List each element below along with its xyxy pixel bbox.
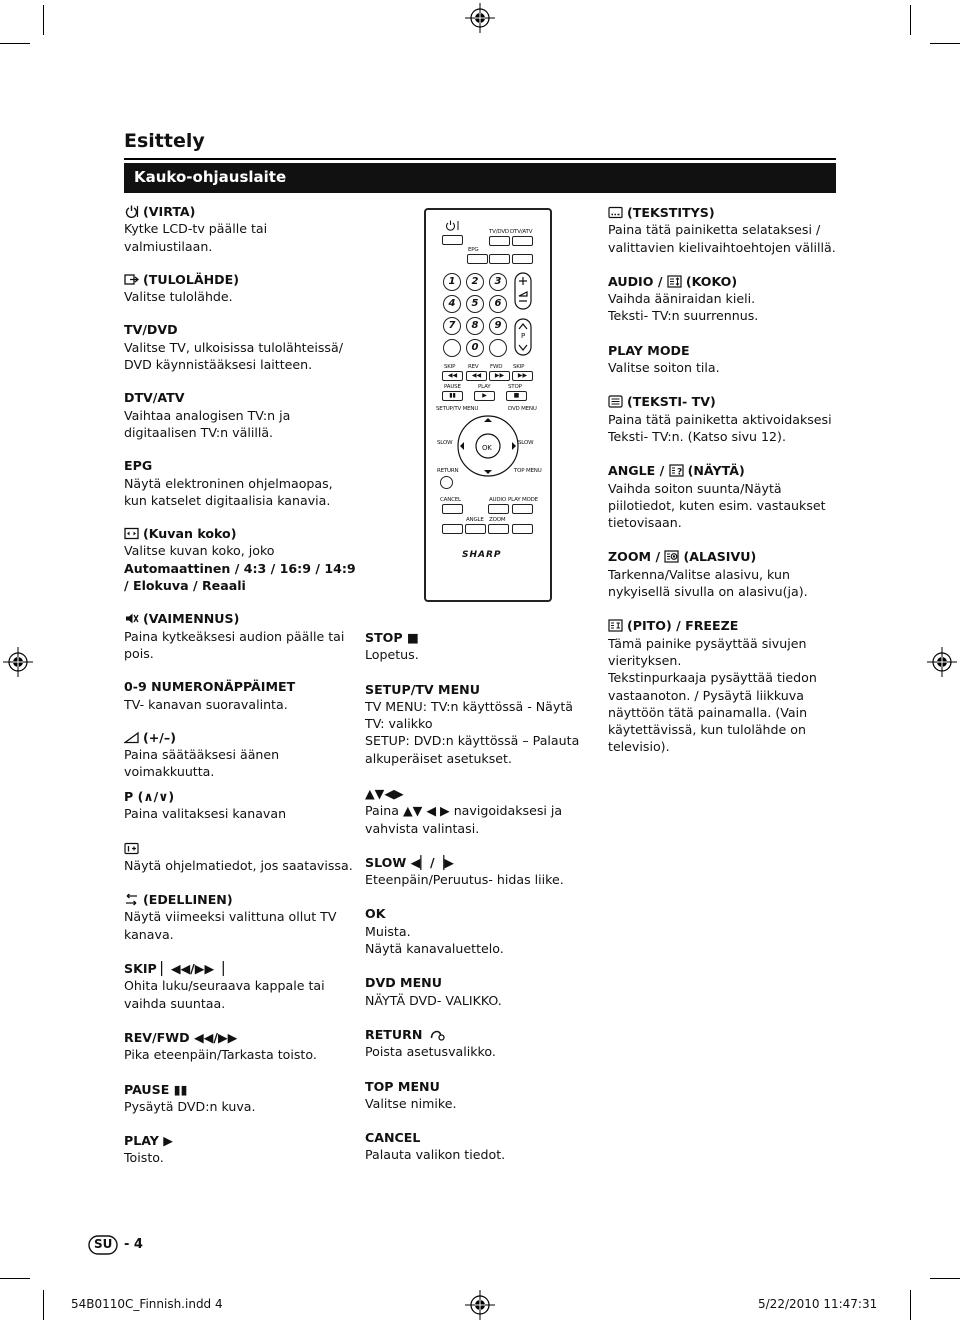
remote-label: SLOW bbox=[518, 440, 534, 446]
remote-label: REV bbox=[468, 364, 479, 370]
mute-icon bbox=[124, 612, 139, 625]
remote-label: RETURN bbox=[437, 468, 459, 474]
remote-label: PAUSE bbox=[444, 384, 461, 390]
registration-mark-icon bbox=[927, 647, 957, 677]
left-column-lower bbox=[124, 788, 359, 1167]
list-item: (TEKSTI- TV) Paina tätä painiketta aktivoidaksesi Teksti- TV:n. (Katso sivu 12). bbox=[608, 394, 832, 444]
list-item: P (∧/∨) Paina valitaksesi kanavan bbox=[124, 789, 287, 822]
crop-mark bbox=[930, 43, 960, 44]
remote-label: DVD MENU bbox=[508, 406, 537, 412]
info-icon bbox=[124, 842, 139, 855]
subtitle-icon bbox=[608, 206, 623, 219]
crop-mark bbox=[910, 5, 911, 35]
size-button bbox=[489, 254, 510, 264]
digit-button: 3 bbox=[489, 273, 507, 291]
teletext-button bbox=[442, 524, 463, 534]
list-item: RETURN Poista asetusvalikko. bbox=[365, 1026, 496, 1060]
registration-mark-icon bbox=[465, 1290, 495, 1320]
subpage-icon bbox=[664, 550, 679, 563]
language-badge: SU bbox=[94, 1237, 113, 1251]
list-item: OK Muista. Näytä kanavaluettelo. bbox=[365, 906, 504, 957]
list-item: 0-9 NUMERONÄPPÄIMET TV- kanavan suoravalinta. bbox=[124, 679, 296, 712]
mute-button bbox=[512, 254, 533, 264]
remote-label: SETUP/TV MENU bbox=[436, 406, 479, 412]
cancel-button bbox=[442, 504, 463, 514]
crop-mark bbox=[43, 1290, 44, 1320]
skip-back-button: ◀◀ bbox=[442, 371, 463, 381]
digit-button: 9 bbox=[489, 317, 507, 335]
list-item: SETUP/TV MENU TV MENU: TV:n käyttössä - Näytä TV: valikko SETUP: DVD:n käyttössä – Palauta alkuperäiset asetukset. bbox=[365, 681, 580, 766]
list-item: (EDELLINEN) Näytä viimeeksi valittuna ollut TV kanava. bbox=[124, 892, 337, 942]
remote-label: STOP bbox=[508, 384, 522, 390]
remote-label: FWD bbox=[490, 364, 503, 370]
remote-label: DTV/ATV bbox=[510, 229, 533, 235]
registration-mark-icon bbox=[3, 647, 33, 677]
digit-button: 0 bbox=[466, 339, 484, 357]
digit-button: 1 bbox=[443, 273, 461, 291]
list-item: (Kuvan koko) Valitse kuvan koko, joko Automaattinen / 4:3 / 16:9 / 14:9 / Elokuva / Reaali bbox=[124, 526, 356, 594]
digit-button: 6 bbox=[489, 295, 507, 313]
footer-timestamp: 5/22/2010 11:47:31 bbox=[758, 1297, 878, 1311]
epg-button bbox=[467, 254, 488, 264]
fwd-button: ▶▶ bbox=[489, 371, 510, 381]
return-button bbox=[440, 476, 453, 489]
list-item: AUDIO / (KOKO) Vaihda ääniraidan kieli. Teksti- TV:n suurrennus. bbox=[608, 273, 759, 324]
remote-label: OK bbox=[482, 444, 492, 452]
crop-mark bbox=[43, 5, 44, 35]
size-icon bbox=[667, 275, 682, 288]
rev-button: ◀◀ bbox=[466, 371, 487, 381]
middle-column-lower bbox=[365, 785, 595, 1164]
page-number: - 4 bbox=[124, 1237, 143, 1252]
pause-button: ▮▮ bbox=[442, 391, 463, 401]
list-item: Näytä ohjelmatiedot, jos saatavissa. bbox=[124, 840, 359, 875]
zoom-button bbox=[488, 524, 509, 534]
digit-button: 5 bbox=[466, 295, 484, 313]
remote-label: TV/DVD bbox=[489, 229, 509, 235]
list-item: DVD MENU NÄYTÄ DVD- VALIKKO. bbox=[365, 975, 502, 1008]
remote-label: AUDIO bbox=[489, 497, 506, 503]
reveal-icon bbox=[669, 464, 684, 477]
list-item: ZOOM / (ALASIVU) Tarkenna/Valitse alasivu, kun nykyisellä sivulla on alasivu(ja). bbox=[608, 549, 808, 600]
remote-label: P bbox=[521, 332, 526, 340]
crop-mark bbox=[0, 43, 30, 44]
remote-label: TOP MENU bbox=[514, 468, 542, 474]
brand-logo: SHARP bbox=[462, 550, 502, 560]
list-item: SLOW ◀▏/▕▶ Eteenpäin/Peruutus- hidas liike. bbox=[365, 854, 564, 888]
list-item: SKIP ▏◀◀/▶▶▕ Ohita luku/seuraava kappale tai vaihda suuntaa. bbox=[124, 961, 325, 1011]
picture-size-icon bbox=[124, 527, 139, 540]
remote-label: PLAY MODE bbox=[508, 497, 538, 503]
power-button bbox=[442, 235, 463, 245]
section-bar-title: Kauko-ohjauslaite bbox=[134, 168, 287, 186]
angle-button bbox=[465, 524, 486, 534]
registration-mark-icon bbox=[465, 3, 495, 33]
left-column bbox=[124, 203, 359, 781]
hold-icon bbox=[608, 619, 623, 632]
remote-control-illustration bbox=[424, 208, 552, 602]
list-item: STOP ■ Lopetus. bbox=[365, 630, 419, 663]
page-title: Esittely bbox=[124, 130, 205, 152]
digit-button: 4 bbox=[443, 295, 461, 313]
digit-button: 8 bbox=[466, 317, 484, 335]
stop-button: ■ bbox=[506, 391, 527, 401]
return-icon bbox=[427, 1028, 447, 1041]
list-item: PLAY MODE Valitse soiton tila. bbox=[608, 342, 720, 376]
list-item: (TEKSTITYS) Paina tätä painiketta selataksesi / valittavien kielivaihtoehtojen välillä. bbox=[608, 205, 836, 255]
middle-column bbox=[365, 629, 595, 767]
play-button: ▶ bbox=[474, 391, 495, 401]
crop-mark bbox=[910, 1290, 911, 1320]
crop-mark bbox=[930, 1278, 960, 1279]
title-rule bbox=[124, 158, 836, 160]
volume-rocker-icon bbox=[514, 272, 532, 310]
list-item: ▲▼◀▶ Paina ▲▼ ◀ ▶ navigoidaksesi ja vahvista valintasi. bbox=[365, 786, 563, 836]
list-item: (PITO) / FREEZE Tämä painike pysäyttää sivujen vierityksen. Tekstinpurkaaja pysäyttää tiedon vastaanoton. / Pysäytä liikkuva näyttöön tätä painamalla. (Vain käytettävissä, kun tulolähde on televisio). bbox=[608, 618, 817, 755]
digit-button: 7 bbox=[443, 317, 461, 335]
list-item: (+/–) Paina säätääksesi äänen voimakkuutta. bbox=[124, 729, 280, 780]
previous-button bbox=[489, 339, 507, 357]
list-item: CANCEL Palauta valikon tiedot. bbox=[365, 1130, 506, 1163]
list-item: PAUSE ▮▮ Pysäytä DVD:n kuva. bbox=[124, 1081, 256, 1114]
info-button bbox=[443, 339, 461, 357]
section-bar bbox=[124, 163, 836, 193]
input-button bbox=[489, 236, 510, 246]
remote-label: SKIP bbox=[444, 364, 456, 370]
list-item: (TULOLÄHDE) Valitse tulolähde. bbox=[124, 271, 239, 305]
skip-forward-button: ▶▶ bbox=[512, 371, 533, 381]
list-item: PLAY ▶ Toisto. bbox=[124, 1133, 173, 1166]
remote-label: EPG bbox=[468, 247, 479, 253]
audio-button bbox=[488, 504, 509, 514]
power-icon bbox=[124, 205, 139, 218]
list-item: EPG Näytä elektroninen ohjelmaopas, kun katselet digitaalisia kanavia. bbox=[124, 458, 333, 508]
list-item: DTV/ATV Vaihtaa analogisen TV:n ja digitaalisen TV:n välillä. bbox=[124, 390, 291, 440]
list-item: ANGLE / ? (NÄYTÄ) Vaihda soiton suunta/Näytä piilotiedot, kuten esim. vastaukset tietovisaan. bbox=[608, 463, 826, 531]
footer-filename: 54B0110C_Finnish.indd 4 bbox=[71, 1297, 223, 1311]
power-icon bbox=[444, 220, 460, 232]
right-column bbox=[608, 204, 836, 756]
remote-label: PLAY bbox=[478, 384, 491, 390]
volume-icon bbox=[124, 731, 139, 744]
digit-button: 2 bbox=[466, 273, 484, 291]
input-icon bbox=[124, 273, 139, 286]
remote-label: SLOW bbox=[437, 440, 453, 446]
list-item: (VAIMENNUS) Paina kytkeäksesi audion päälle tai pois. bbox=[124, 611, 345, 661]
remote-label: CANCEL bbox=[440, 497, 461, 503]
list-item: TV/DVD Valitse TV, ulkoisissa tulolähteissä/ DVD käynnistääksesi laitteen. bbox=[124, 322, 343, 373]
crop-mark bbox=[0, 1278, 30, 1279]
remote-label: ZOOM bbox=[489, 517, 506, 523]
list-item: (VIRTA) Kytke LCD-tv päälle tai valmiustilaan. bbox=[124, 204, 268, 254]
remote-label: ANGLE bbox=[466, 517, 484, 523]
remote-label: SKIP bbox=[513, 364, 525, 370]
svg-text:?: ? bbox=[676, 467, 682, 478]
teletext-icon bbox=[608, 395, 623, 408]
dtv-button bbox=[512, 236, 533, 246]
playmode-button bbox=[512, 504, 533, 514]
list-item: REV/FWD ◀◀/▶▶ Pika eteenpäin/Tarkasta toisto. bbox=[124, 1029, 317, 1063]
list-item: TOP MENU Valitse nimike. bbox=[365, 1078, 457, 1111]
hold-button bbox=[512, 524, 533, 534]
previous-icon bbox=[124, 893, 139, 906]
